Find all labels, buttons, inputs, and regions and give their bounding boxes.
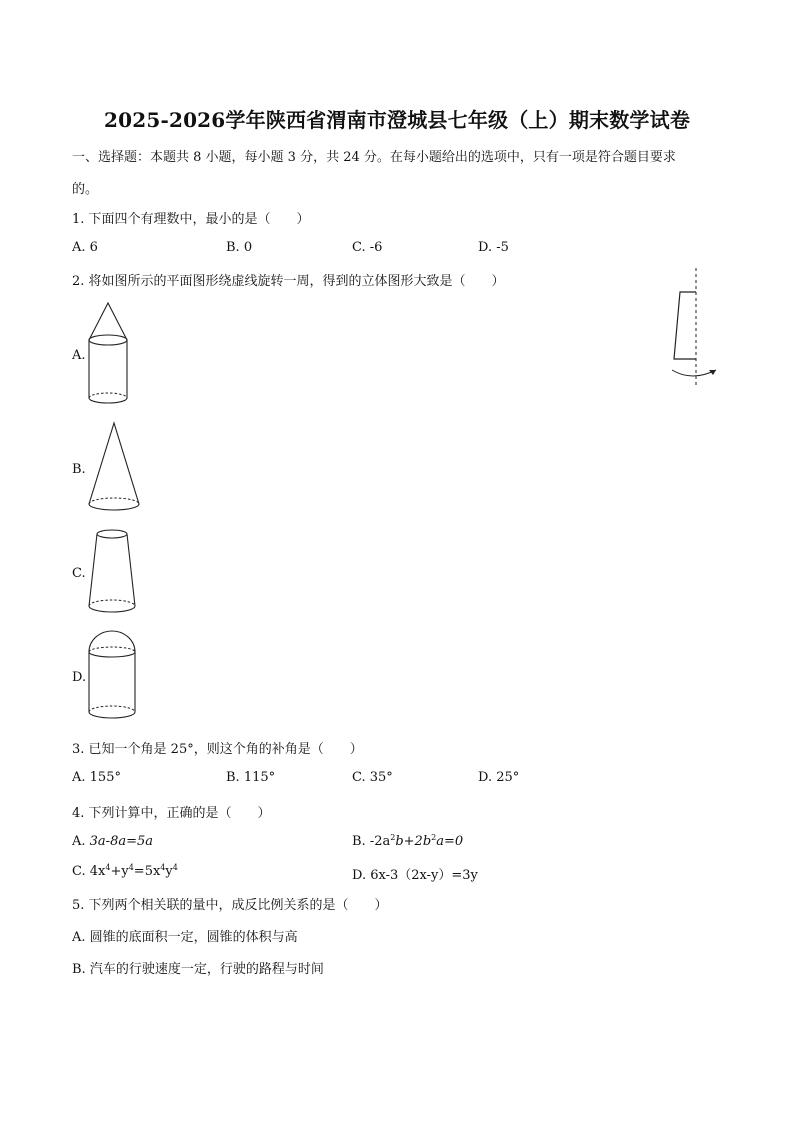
option-b-cone-figure xyxy=(86,420,142,516)
question-5-stem: 5. 下列两个相关联的量中，成反比例关系的是（ ） xyxy=(72,898,388,913)
question-4-option-d: D. 6x-3（2x-y）=3y xyxy=(352,868,478,883)
option-b-part: a=0 xyxy=(436,834,464,849)
option-c-exponent: 4 xyxy=(160,863,166,872)
option-a-prefix: A. xyxy=(72,834,90,849)
question-2-option-a: A. xyxy=(72,348,86,363)
question-5-option-b: B. 汽车的行驶速度一定，行驶的路程与时间 xyxy=(72,962,324,977)
question-1-stem: 1. 下面四个有理数中，最小的是（ ） xyxy=(72,212,310,227)
option-c-part: +y xyxy=(110,864,129,879)
option-c-part: y xyxy=(165,864,173,879)
question-3-option-b: B. 115° xyxy=(226,770,276,785)
option-a-expression: 3a-8a=5a xyxy=(89,834,154,849)
question-4-option-a xyxy=(72,834,153,849)
option-c-exponent: 4 xyxy=(172,863,178,872)
option-b-exponent: 2 xyxy=(390,833,396,842)
question-3-stem: 3. 已知一个角是 25°，则这个角的补角是（ ） xyxy=(72,742,363,757)
option-b-part: b+2b xyxy=(395,834,432,849)
option-c-part: C. 4x xyxy=(72,864,106,879)
question-4-option-c xyxy=(72,864,178,879)
question-4-option-b xyxy=(352,834,463,849)
question-3-option-d: D. 25° xyxy=(478,770,520,785)
question-1-option-a: A. 6 xyxy=(72,240,98,255)
option-c-exponent: 4 xyxy=(105,863,111,872)
question-4-stem: 4. 下列计算中，正确的是（ ） xyxy=(72,806,271,821)
option-c-frustum-figure xyxy=(86,526,138,618)
question-3-option-a: A. 155° xyxy=(72,770,121,785)
page-title: 2025-2026学年陕西省渭南市澄城县七年级（上）期末数学试卷 xyxy=(103,108,691,132)
question-5-option-a: A. 圆锥的底面积一定，圆锥的体积与高 xyxy=(72,930,298,945)
option-c-exponent: 4 xyxy=(128,863,134,872)
question-3-option-c: C. 35° xyxy=(352,770,393,785)
rotation-figure xyxy=(664,266,724,388)
option-c-part: =5x xyxy=(133,864,161,879)
question-2-option-c: C. xyxy=(72,566,86,581)
section-heading-line2: 的。 xyxy=(72,182,99,197)
question-2-option-b: B. xyxy=(72,462,86,477)
option-b-part: B. -2a xyxy=(352,834,391,849)
question-2-stem: 2. 将如图所示的平面图形绕虚线旋转一周，得到的立体图形大致是（ ） xyxy=(72,274,505,289)
question-1-option-c: C. -6 xyxy=(352,240,383,255)
question-1-option-d: D. -5 xyxy=(478,240,509,255)
option-a-cone-on-cylinder-figure xyxy=(86,300,130,408)
question-2-option-d: D. xyxy=(72,670,87,685)
option-b-exponent: 2 xyxy=(431,833,437,842)
section-heading-line1: 一、选择题：本题共 8 小题，每小题 3 分，共 24 分。在每小题给出的选项中，只有一项是符合题目要求 xyxy=(72,150,676,165)
question-1-option-b: B. 0 xyxy=(226,240,253,255)
option-d-hemisphere-on-cylinder-figure xyxy=(86,628,138,724)
